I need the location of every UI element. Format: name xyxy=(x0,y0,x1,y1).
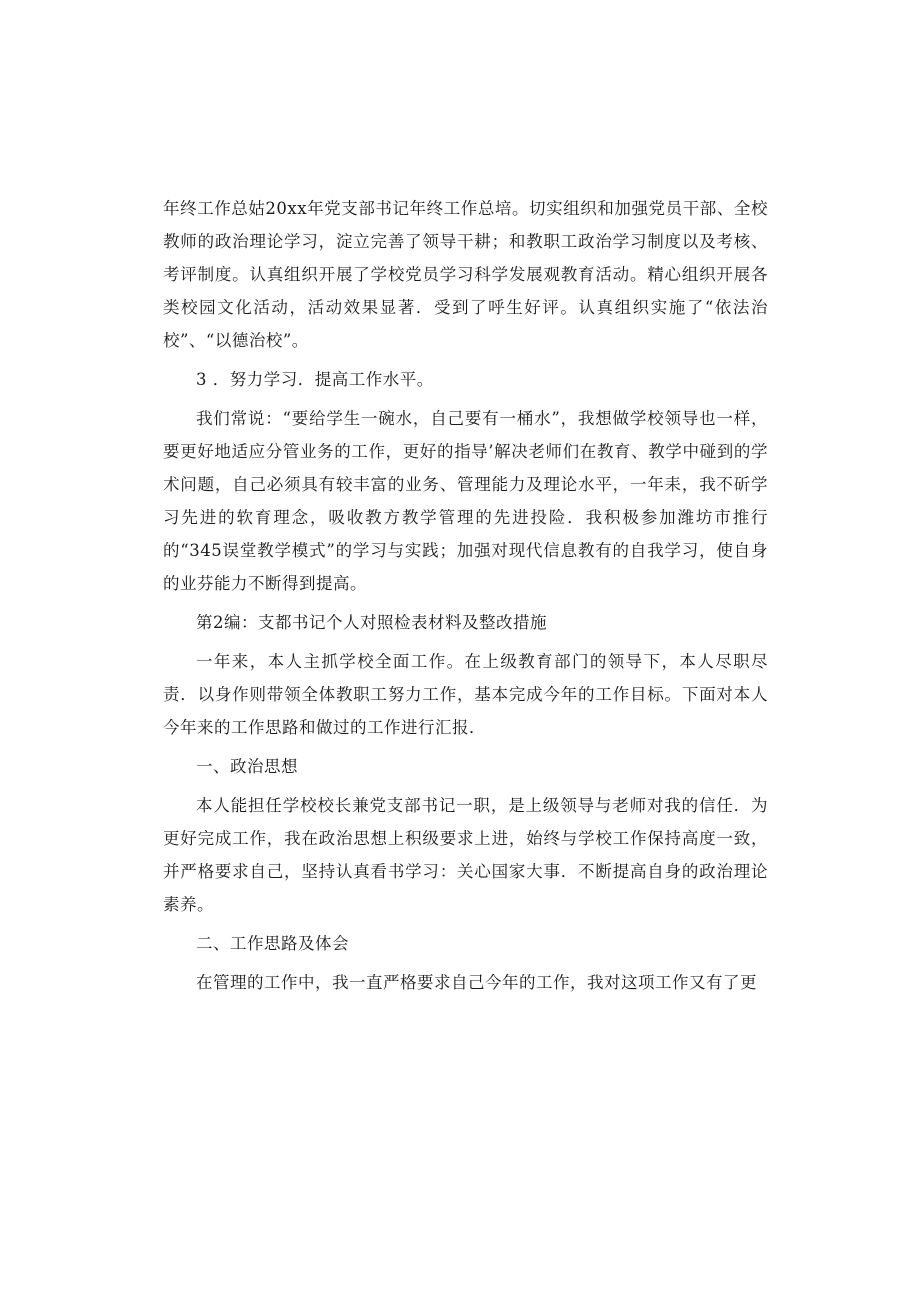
section-heading-politics: 一、政治思想 xyxy=(196,757,298,776)
section-heading-ideas: 二、工作思路及体会 xyxy=(196,934,349,953)
paragraph-study: 我们常说：“要给学生一碗水，自己要有一桶水”，我想做学校领导也一样，要更好地适应分管业务的工作，更好的指导’解决老师们在教育、教学中碰到的学术问题，自己必须具有较丰富的业务、管理能力及理论水平，一年耒，我不斫学习先进的软育理念，吸收教方教学管理的先进投险．我积极参加潍坊市推行的“345误堂教学模式”的学习与实践；加强对现代信息教有的自我学习，使自身的业芬能力不断得到提高。 xyxy=(163,409,768,593)
paragraph-intro: 一年来，本人主抓学校全面工作。在上级教育部门的领导下，本人尽职尽责．以身作则带领全体教职工努力工作，基本完成今年的工作目标。下面对本人今年来的工作思路和做过的工作进行汇报． xyxy=(163,652,768,737)
paragraph-continuation: 年终工作总姑20xx年党支部书记年终工作总培。切实组织和加强党员干部、全校教师的政治理论学习，淀立完善了领导干耕；和教职工政治学习制度以及考核、考评制度。认真组织开展了学校党员学习科学发展观教育活动。精心组织开展各类校园文化活动，活动效果显著．受到了呼生好评。认真组织实施了“依法治校”、“以德治校”。 xyxy=(163,199,768,350)
section-heading-study: 3 ．努力学习．提高工作水平。 xyxy=(196,370,434,389)
section-heading-part2: 第2编：支都书记个人对照检表材料及整改措施 xyxy=(196,613,547,632)
paragraph-politics: 本人能担任学校校长兼党支部书记一职，是上级领导与老师对我的信任．为更好完成工作，我在政治思想上积级要求上进，始终与学校工作保持高度一致，并严格要求自己，坚持认真看书学习：关心国家大事．不断提高自身的政治理论素养。 xyxy=(163,796,768,914)
document-page xyxy=(163,192,768,999)
paragraph-ideas: 在管理的工作中，我一直严格要求自己今年的工作，我对这项工作又有了更 xyxy=(196,973,757,992)
